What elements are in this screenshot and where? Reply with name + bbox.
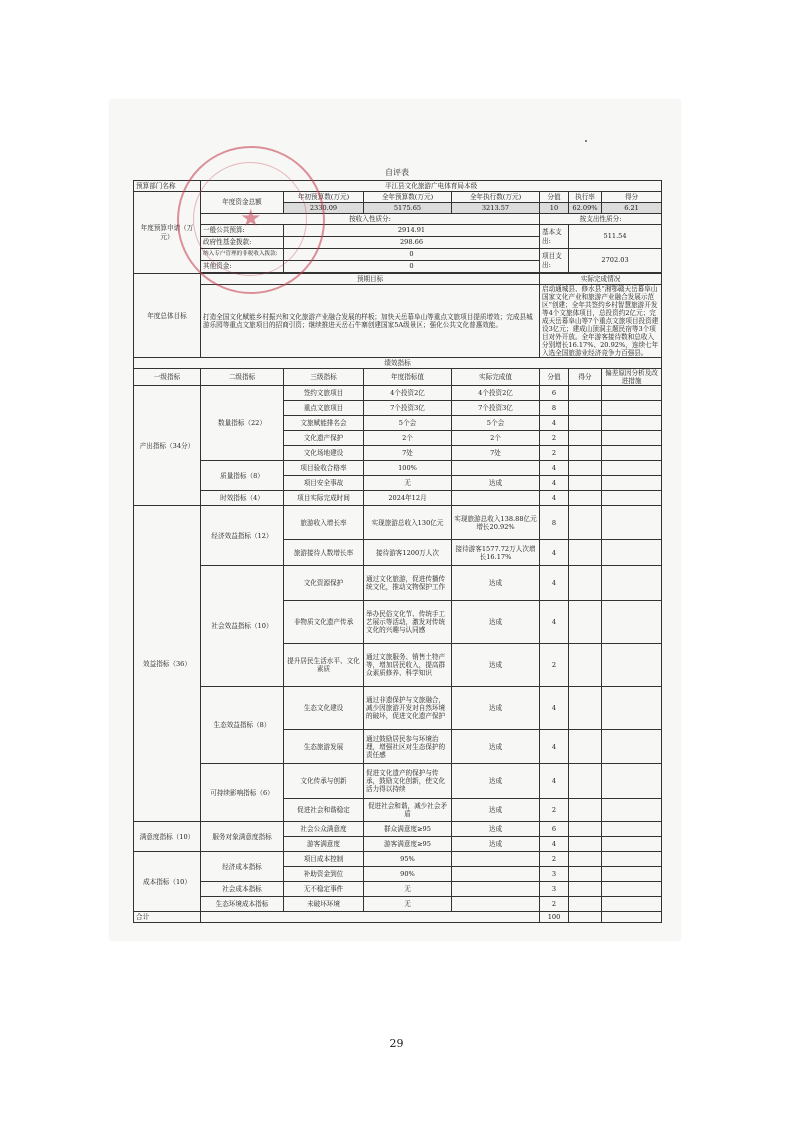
target-value: 2个 [364,431,452,446]
dept-name: 平江县文化旅游广电体育局本级 [201,181,662,192]
perf-h-reason: 偏差原因分析及改进措施 [602,369,662,386]
score-value: 4 [540,687,569,730]
actual-value: 7处 [452,446,540,461]
l3-label: 重点文旅项目 [284,401,364,416]
reason-value [602,540,662,566]
target-value: 通过非遗保护与文旅融合，减少因旅游开发对自然环境的破坏，促进文化遗产保护 [364,687,452,730]
reason-value [602,837,662,852]
form-title: 自评表 [385,168,409,177]
funds-h-full: 全年预算数(万元) [364,192,452,203]
l3-label: 游客满意度 [284,837,364,852]
got-value [569,446,602,461]
income-label: 纳入专户管理的非税收入拨款: [201,249,284,261]
score-value: 2 [540,446,569,461]
actual-value [452,897,540,912]
reason-value [602,401,662,416]
project-expense-value: 2702.03 [569,249,662,273]
funds-header-row [134,192,662,203]
income-row [134,225,662,237]
score-value: 4 [540,837,569,852]
income-value: 298.66 [284,237,540,249]
reason-value [602,882,662,897]
l3-label: 项目实际完成时间 [284,491,364,506]
target-value: 通过文旅服务、销售土特产等，增加居民收入，提高群众素质修养、科学知识 [364,644,452,687]
goal-header-row [134,274,662,285]
got-value [569,491,602,506]
income-value: 0 [284,249,540,261]
target-value: 无 [364,476,452,491]
income-label: 一般公共预算: [201,225,284,237]
reason-value [602,822,662,837]
goal-expected: 打造全国文化赋能乡村振兴和文化旅游产业融合发展的样板；加快天岳幕阜山等重点文旅项目提质增效；完成县城游乐园等重点文旅项目的招商引资；继续推进天岳石牛寨创建国家5A级景区；强化公共文化普惠效能。 [201,285,540,358]
funds-initial: 2330.09 [284,203,364,214]
got-value [569,687,602,730]
reason-value [602,764,662,799]
l3-label: 项目验收合格率 [284,461,364,476]
basic-expense-value: 511.54 [569,225,662,249]
reason-value [602,416,662,431]
indicator-row [134,764,662,799]
reason-value [602,431,662,446]
l3-label: 生态旅游发展 [284,730,364,764]
actual-value: 7个投资3亿 [452,401,540,416]
indicator-row [134,882,662,897]
score-value: 2 [540,897,569,912]
actual-value [452,491,540,506]
target-value: 群众满意度≥95 [364,822,452,837]
target-value: 5个会 [364,416,452,431]
seal-star-icon: ★ [240,204,262,232]
l1-benefit: 效益指标（36） [134,506,201,822]
funds-score: 10 [540,203,569,214]
got-value [569,601,602,644]
l3-label: 文旅赋能排名会 [284,416,364,431]
score-value: 4 [540,461,569,476]
l2-economic-cost: 经济成本指标 [201,852,284,882]
got-value [569,431,602,446]
l3-label: 促进社会和谐稳定 [284,799,364,822]
goal-h-expected: 预期目标 [201,274,540,285]
actual-value: 达成 [452,687,540,730]
reason-value [602,687,662,730]
got-value [569,822,602,837]
actual-value: 5个会 [452,416,540,431]
actual-value [452,852,540,867]
got-value [569,476,602,491]
target-value: 接待游客1200万人次 [364,540,452,566]
indicator-row [134,822,662,837]
perf-h-target: 年度指标值 [364,369,452,386]
income-row [134,249,662,261]
funds-rate: 62.09% [569,203,602,214]
got-value [569,506,602,540]
got-value [569,461,602,476]
target-value: 促进文化遗产的保护与传承，鼓励文化创新，使文化活力得以持续 [364,764,452,799]
reason-value [602,446,662,461]
got-value [569,837,602,852]
score-value: 3 [540,867,569,882]
funds-col-label: 年度资金总额 [201,192,284,214]
reason-value [602,601,662,644]
score-value: 2 [540,852,569,867]
dept-label: 预算部门名称 [134,181,201,192]
l3-label: 签约文旅项目 [284,386,364,401]
goal-actual: 启动通城县、修水县“湘鄂赣天岳幕阜山国家文化产业和旅游产业融合发展示范区”创建；全年共签约乡村智慧旅游开发等4个文旅体项目，总投资约2亿元；完成天岳幕阜山等7个重点文旅项目投资建设3亿元；建成山顶洞主题民宿等3个项目对外开放。全年游客接待数和总收入分别增长16.17%、20.92%，连续七年入选全国旅游业经济竞争力百强县。 [540,285,662,358]
reason-value [602,566,662,601]
evaluation-table [133,180,662,923]
score-value: 4 [540,416,569,431]
l1-cost: 成本指标（10） [134,852,201,912]
income-header: 按收入性质分: [201,214,540,225]
target-value: 7处 [364,446,452,461]
score-value: 4 [540,601,569,644]
actual-value: 4个投资2亿 [452,386,540,401]
l2-sustainable: 可持续影响指标（6） [201,764,284,822]
basic-expense-label: 基本支出: [540,225,569,249]
actual-value: 达成 [452,476,540,491]
perf-h-l2: 二级指标 [201,369,284,386]
actual-value: 达成 [452,566,540,601]
l3-label: 无不稳定事件 [284,882,364,897]
score-value: 2 [540,644,569,687]
target-value: 4个投资2亿 [364,386,452,401]
got-value [569,730,602,764]
got-value [569,882,602,897]
reason-value [602,491,662,506]
reason-value [602,852,662,867]
got-value [569,566,602,601]
l2-environment-cost: 生态环境成本指标 [201,897,284,912]
target-value: 95% [364,852,452,867]
funds-got: 6.21 [602,203,662,214]
l3-label: 旅游收入增长率 [284,506,364,540]
indicator-row [134,897,662,912]
actual-value: 接待游客1577.72万人次增长16.17% [452,540,540,566]
indicator-row [134,852,662,867]
l2-quantity: 数量指标（22） [201,386,284,461]
target-value: 7个投资3亿 [364,401,452,416]
perf-h-score: 分值 [540,369,569,386]
l2-ecological: 生态效益指标（8） [201,687,284,764]
got-value [569,401,602,416]
actual-value: 2个 [452,431,540,446]
expense-header: 按支出性质分: [540,214,662,225]
got-value [569,852,602,867]
funds-h-rate: 执行率 [569,192,602,203]
indicator-row [134,491,662,506]
l1-output: 产出指标（34分） [134,386,201,506]
indicator-row [134,386,662,401]
actual-value: 达成 [452,837,540,852]
l2-service: 服务对象满意度指标 [201,822,284,852]
actual-value: 实现旅游总收入138.88亿元增长20.92% [452,506,540,540]
target-value: 100% [364,461,452,476]
got-value [569,644,602,687]
scan-speck [585,140,587,142]
score-value: 6 [540,386,569,401]
actual-value: 达成 [452,601,540,644]
goal-h-actual: 实际完成情况 [540,274,662,285]
l2-social-cost: 社会成本指标 [201,882,284,897]
nature-header-row [134,214,662,225]
perf-columns-row [134,369,662,386]
reason-value [602,867,662,882]
score-value: 4 [540,730,569,764]
target-value: 促进社会和谐，减少社会矛盾 [364,799,452,822]
reason-value [602,476,662,491]
funds-h-exec: 全年执行数(万元) [452,192,540,203]
income-value: 2914.91 [284,225,540,237]
actual-value: 达成 [452,764,540,799]
got-value [569,897,602,912]
l3-label: 补助资金到位 [284,867,364,882]
l2-social: 社会效益指标（10） [201,566,284,687]
l2-quality: 质量指标（8） [201,461,284,491]
l2-time: 时效指标（4） [201,491,284,506]
l3-label: 文化遗产保护 [284,431,364,446]
target-value: 90% [364,867,452,882]
funds-exec: 3213.57 [452,203,540,214]
l3-label: 文化场地建设 [284,446,364,461]
total-score: 100 [540,912,569,923]
reason-value [602,897,662,912]
target-value: 无 [364,882,452,897]
target-value: 通过文化旅游，促进传播传统文化，推动文物保护工作 [364,566,452,601]
perf-header-row [134,358,662,369]
page-number: 29 [389,1037,404,1050]
perf-h-actual: 实际完成值 [452,369,540,386]
self-evaluation-form [133,166,661,923]
funds-h-got: 得分 [602,192,662,203]
funds-h-initial: 年初预算数(万元) [284,192,364,203]
l3-label: 旅游接待人数增长率 [284,540,364,566]
got-value [569,799,602,822]
l3-label: 项目安全事故 [284,476,364,491]
reason-value [602,644,662,687]
got-value [569,540,602,566]
got-value [569,416,602,431]
funds-h-score: 分值 [540,192,569,203]
target-value: 无 [364,897,452,912]
actual-value: 达成 [452,644,540,687]
income-label: 其他资金: [201,261,284,273]
l3-label: 文化资源保护 [284,566,364,601]
score-value: 2 [540,431,569,446]
indicator-row [134,566,662,601]
actual-value [452,461,540,476]
reason-value [602,799,662,822]
perf-header: 绩效指标 [134,358,662,369]
l3-label: 提升居民生活水平、文化素质 [284,644,364,687]
perf-h-l1: 一级指标 [134,369,201,386]
l1-satisfaction: 满意度指标（10） [134,822,201,852]
score-value: 8 [540,401,569,416]
l3-label: 文化传承与创新 [284,764,364,799]
dept-row [134,181,662,192]
l2-economic: 经济效益指标（12） [201,506,284,566]
l3-label: 非物质文化遗产传承 [284,601,364,644]
goal-label: 年度总体目标 [134,274,201,358]
perf-h-l3: 三级指标 [284,369,364,386]
target-value: 实现旅游总收入130亿元 [364,506,452,540]
l3-label: 未破坏环境 [284,897,364,912]
perf-h-got: 得分 [569,369,602,386]
total-row [134,912,662,923]
score-value: 4 [540,566,569,601]
reason-value [602,461,662,476]
indicator-row [134,687,662,730]
score-value: 3 [540,882,569,897]
reason-value [602,506,662,540]
goal-text-row [134,285,662,358]
target-value: 举办民俗文化节、传统手工艺展示等活动，激发对传统文化的兴趣与认同感 [364,601,452,644]
indicator-row [134,506,662,540]
actual-value: 达成 [452,799,540,822]
score-value: 4 [540,540,569,566]
total-label: 合计 [134,912,201,923]
score-value: 4 [540,476,569,491]
actual-value [452,882,540,897]
income-label: 政府性基金拨款: [201,237,284,249]
score-value: 2 [540,799,569,822]
got-value [569,764,602,799]
got-value [569,867,602,882]
target-value: 2024年12月 [364,491,452,506]
score-value: 4 [540,491,569,506]
reason-value [602,730,662,764]
indicator-row [134,461,662,476]
income-value: 0 [284,261,540,273]
got-value [569,386,602,401]
l3-label: 生态文化建设 [284,687,364,730]
actual-value [452,867,540,882]
l3-label: 项目成本控制 [284,852,364,867]
target-value: 通过鼓励居民参与环境治理，增强社区对生态保护的责任感 [364,730,452,764]
score-value: 6 [540,822,569,837]
project-expense-label: 项目支出: [540,249,569,273]
l3-label: 社会公众满意度 [284,822,364,837]
annual-budget-label: 年度预算申请（万元） [134,192,201,274]
actual-value: 达成 [452,730,540,764]
reason-value [602,386,662,401]
score-value: 8 [540,506,569,540]
target-value: 游客满意度≥95 [364,837,452,852]
score-value: 4 [540,764,569,799]
actual-value: 达成 [452,822,540,837]
funds-full: 5175.65 [364,203,452,214]
